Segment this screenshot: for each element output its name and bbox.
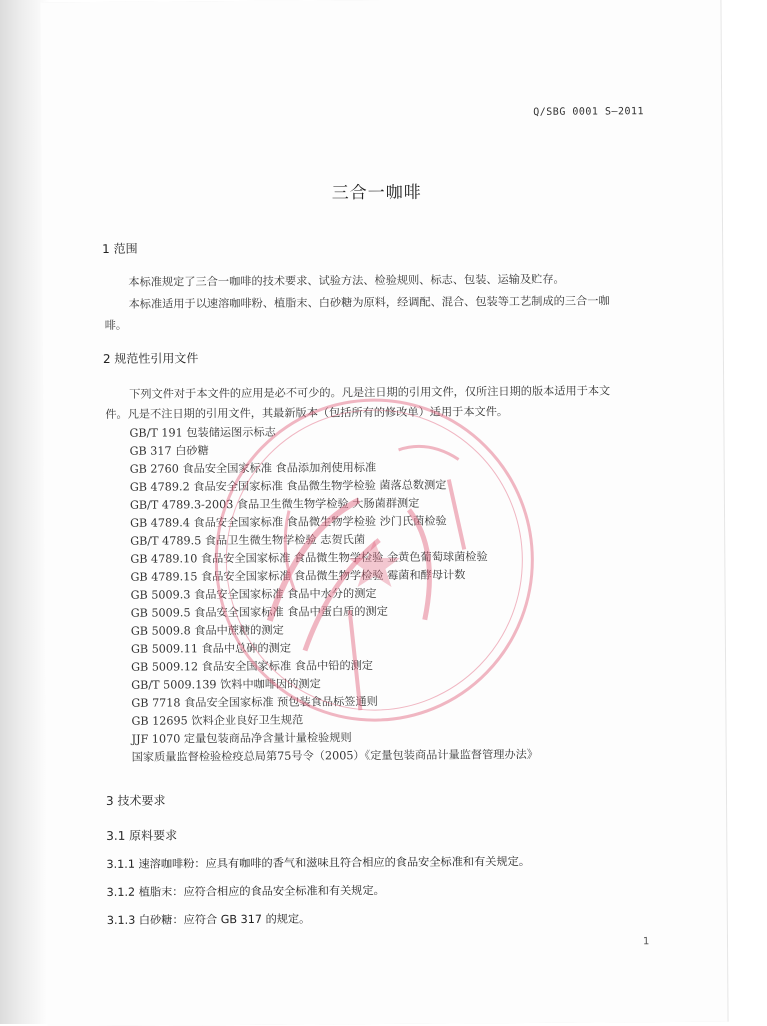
section-2-heading: 2 规范性引用文件 [102,351,199,366]
reference-item: GB 5009.8 食品中蔗糖的测定 [130,623,284,638]
section-1-heading: 1 范围 [102,241,138,256]
reference-item: GB/T 4789.5 食品卫生微生物学检验 志贺氏菌 [130,533,366,548]
section-2-line: 件。凡是不注日期的引用文件，其最新版本（包括所有的修改单）适用于本文件。 [105,405,509,421]
reference-item: GB/T 191 包装储运图示标志 [129,425,276,440]
reference-item: GB/T 4789.3-2003 食品卫生微生物学检验 大肠菌群测定 [129,496,420,512]
section-1-line: 啡。 [104,318,128,332]
reference-item: GB 5009.12 食品安全国家标准 食品中铅的测定 [131,659,374,674]
section-1-line: 本标准规定了三合一咖啡的技术要求、试验方法、检验规则、标志、包装、运输及贮存。 [128,272,565,289]
page-number: 1 [642,936,650,948]
reference-item: GB 4789.2 食品安全国家标准 食品微生物学检验 菌落总数测定 [129,478,447,494]
reference-item: 国家质量监督检验检疫总局第75号令（2005）《定量包装商品计量监督管理办法》 [131,747,539,764]
reference-item: GB 7718 食品安全国家标准 预包装食品标签通则 [131,695,378,710]
page-title: 三合一咖啡 [331,182,422,204]
section-2-line: 下列文件对于本文件的应用是必不可少的。凡是注日期的引用文件，仅所注日期的版本适用于本文 [129,384,611,401]
standard-code: Q/SBG 0001 S—2011 [533,106,645,118]
requirement-item: 3.1.1 速溶咖啡粉：应具有咖啡的香气和滋味且符合相应的食品安全标准和有关规定。 [106,854,531,871]
reference-item: GB 5009.11 食品中总砷的测定 [130,641,292,656]
reference-item: GB/T 5009.139 饮料中咖啡因的测定 [131,677,321,692]
reference-item: GB 4789.10 食品安全国家标准 食品微生物学检验 金黄色葡萄球菌检验 [130,550,488,566]
reference-item: GB 4789.15 食品安全国家标准 食品微生物学检验 霉菌和酵母计数 [130,568,466,584]
reference-item: GB 4789.4 食品安全国家标准 食品微生物学检验 沙门氏菌检验 [130,514,447,530]
reference-item: GB 317 白砂糖 [129,444,209,458]
section-3-heading: 3 技术要求 [105,793,166,808]
reference-item: GB 12695 饮料企业良好卫生规范 [131,713,304,728]
reference-item: GB 2760 食品安全国家标准 食品添加剂使用标准 [129,461,377,476]
document-page [40,0,727,1026]
section-1-line: 本标准适用于以速溶咖啡粉、植脂末、白砂糖为原料，经调配、混合、包装等工艺制成的三合一咖 [128,294,610,311]
requirement-item: 3.1.3 白砂糖：应符合 GB 317 的规定。 [106,912,311,927]
section-3-1-heading: 3.1 原料要求 [106,828,178,843]
official-seal-stamp [208,389,540,731]
reference-item: GB 5009.3 食品安全国家标准 食品中水分的测定 [130,587,377,602]
requirement-item: 3.1.2 植脂末：应符合相应的食品安全标准和有关规定。 [106,884,385,899]
reference-item: GB 5009.5 食品安全国家标准 食品中蛋白质的测定 [130,604,388,620]
reference-item: JJF 1070 定量包装商品净含量计量检验规则 [131,731,352,746]
